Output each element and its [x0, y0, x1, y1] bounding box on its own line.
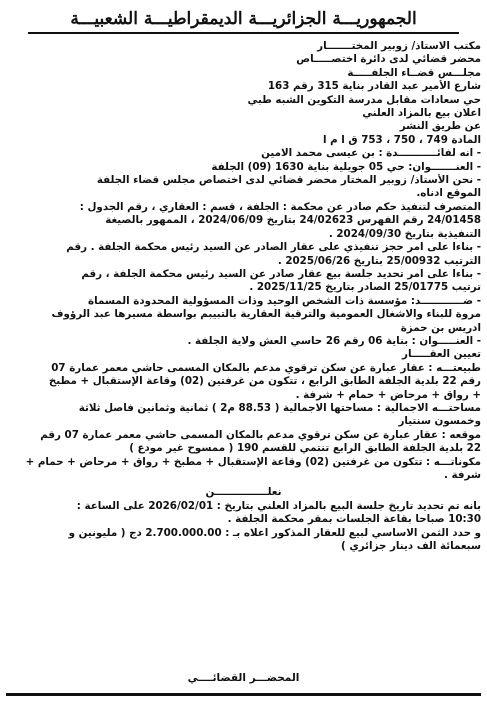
party-line: الموقع ادناه. — [416, 187, 481, 200]
property-line: طبيعتـــه : عقار عبارة عن سكن ترقوي مدعم بالمكان المسمى حاشي معمر عمارة 07 — [51, 361, 481, 374]
bottom-rule — [6, 693, 481, 696]
basis-line: الترتيب 25/00932 بتاريخ 2025/06/26 . — [277, 254, 481, 267]
notice-method: عن طريق النشر — [399, 120, 481, 133]
party-line: - نحن الأستاذ/ زوبير المختار محضر قضائي لدى اختصاص مجلس قضاء الجلفة — [96, 174, 481, 187]
party-line: - العنـــــــوان: حي 05 جويلية بناية 1630 (09) الجلفة — [211, 160, 481, 173]
property-line: + رواق + مرحاض + حمام + شرفة . — [295, 388, 481, 401]
announce-line: سبعمائة الف دينار جزائري ) — [341, 540, 481, 553]
notice-title: اعلان بيع بالمزاد العلني — [362, 107, 481, 120]
announce-line: بانه تم تحديد تاريخ جلسة البيع بالمزاد العلني بتاريخ : 2026/02/01 على الساعة : — [76, 499, 481, 512]
property-line: شرفة . — [443, 469, 481, 481]
property-line: وخمسون سنتيار — [398, 415, 481, 428]
property-line: مساحتـــه الاجمالية : مساحتها الاجمالية ( 88.53 م2 ) ثمانية وثمانين فاصل ثلاثة — [78, 401, 481, 414]
property-line: مكوناتـــه : تتكون من غرفتين (02) وقاعة الإستقبال + مطبخ + رواق + مرحاض + حمام + — [25, 455, 481, 468]
property-heading: تعيين العقـــــار — [402, 348, 481, 361]
document-page — [6, 6, 481, 696]
against-line: مروة للبناء والاشغال العمومية والترقية العقارية بالتبيبم بواسطة مسيرها عبد الرؤوف — [51, 308, 481, 321]
basis-line: - بناءا على امر تحديد جلسة بيع عقار صادر عن السيد رئيس محكمة الجلفة ، رقم — [81, 267, 481, 280]
page-title: الجمهوريـــة الجزائريـــة الديمقراطيـــة الشعبيـــة — [28, 6, 459, 34]
announce-heading: نعلـــــــــــــــن — [205, 486, 282, 499]
signature-label: المحضـــر القضائــــي — [187, 672, 300, 684]
property-line: موقعه : عقار عبارة عن سكن ترقوي مدعم بالمكان المسمى حاشي معمر عمارة 07 رقم — [40, 428, 481, 441]
execution-line: 24/01458 رقم الفهرس 24/02623 بتاريخ 2024/06/09 ، الممهور بالصيغة — [105, 214, 481, 227]
notice-articles: المادة 749 ، 750 ، 753 ق ا م ا — [323, 133, 481, 146]
property-line: 22 بلدية الجلفة الطابق الرابع تنتمي للقسم 190 ( ممسوح غير مودع ) — [129, 442, 481, 455]
announce-line: و حدد الثمن الاساسي لبيع للعقار المذكور اعلاه بـ : 2.700.000.00 دج ( مليونين و — [68, 526, 481, 539]
basis-line: - بناءا على امر حجز تنفيذي على عقار الصادر عن السيد رئيس محكمة الجلفة . رقم — [66, 241, 481, 254]
announce-line: 10:30 صباحا بقاعة الجلسات بمقر محكمة الجلفة . — [227, 513, 481, 526]
office-line: حي سعادات مقابل مدرسة التكوين الشبه طبي — [247, 93, 481, 106]
execution-line: التنفيذية بتاريخ 2024/09/30 . — [328, 227, 481, 240]
party-line: - انه لفائـــــــــــدة : بن عيسى محمد الامين — [261, 147, 481, 160]
execution-line: المتصرف لتنفيذ حكم صادر عن محكمة : الجلفة ، قسم : العقاري ، رقم الجدول : — [79, 200, 481, 213]
basis-line: ترتيب 25/01775 الصادر بتاريخ 2025/11/25 . — [249, 281, 481, 294]
property-line: رقم 22 بلدية الجلفة الطابق الرابع ، تتكون من غرفتين (02) وقاعة الإستقبال + مطبخ — [48, 375, 481, 388]
office-line: شارع الأمير عبد القادر بناية 315 رقم 163 — [267, 80, 481, 93]
office-line: محضر قضائي لدى دائرة اختصـــــاص — [296, 53, 481, 66]
office-line: مكتب الاستاذ/ زوبير المختـــــــار — [317, 40, 481, 52]
office-line: مجلـــس قضــاء الجلفـــــة — [347, 66, 481, 79]
against-line: - العنـــــوان : بناية 06 رقم 26 حاسي العش ولاية الجلفة . — [187, 334, 481, 347]
against-line: - ضــــــــــــد: مؤسسة ذات الشخص الوحيد وذات المسؤولية المحدودة المسماة — [88, 294, 481, 307]
against-line: ادريس بن حمزة — [400, 321, 481, 334]
